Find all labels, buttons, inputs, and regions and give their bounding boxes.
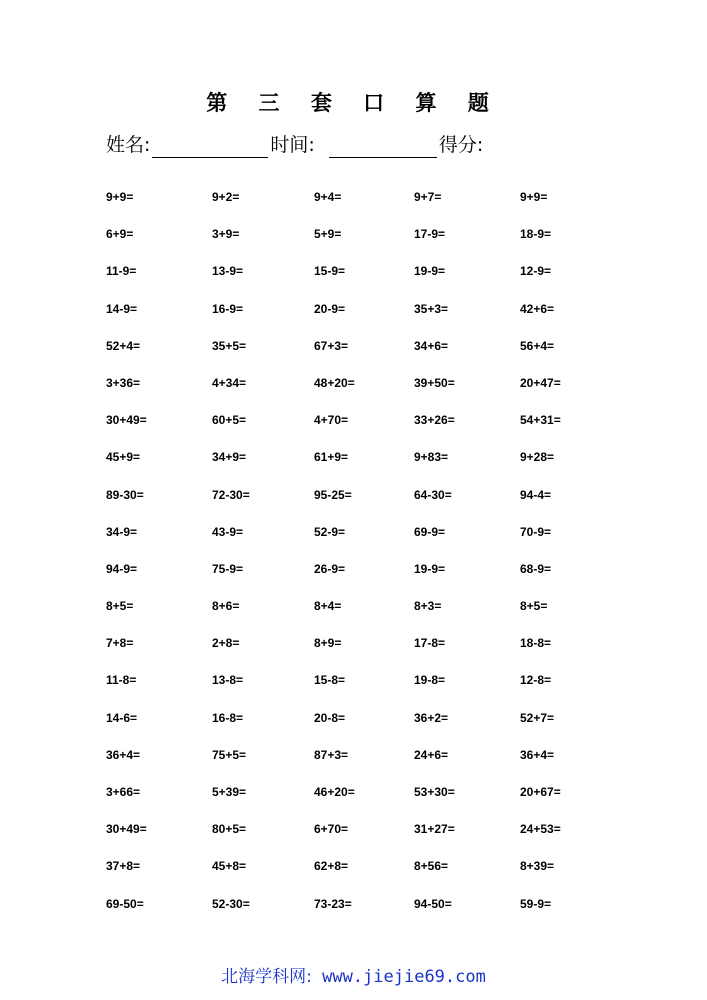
problem: 8+3= [414, 599, 442, 614]
problem: 3+9= [212, 227, 240, 242]
problem-row [0, 298, 707, 335]
problem: 33+26= [414, 413, 455, 428]
problem: 15-9= [314, 264, 346, 279]
problem: 24+53= [520, 822, 561, 837]
problem: 2+8= [212, 636, 240, 651]
problem: 4+70= [314, 413, 349, 428]
problem: 9+2= [212, 190, 240, 204]
footer-watermark [0, 964, 707, 990]
problem: 54+31= [520, 413, 561, 428]
problem: 9+4= [314, 190, 342, 204]
problem: 52-30= [212, 896, 250, 911]
problem-row [0, 595, 707, 632]
problem: 94-50= [414, 896, 452, 911]
problem: 8+6= [212, 599, 240, 614]
problem: 8+56= [414, 859, 449, 874]
problem: 20+67= [520, 785, 561, 799]
problem: 20-8= [314, 710, 346, 725]
problem: 35+5= [212, 338, 247, 353]
problem: 20-9= [314, 301, 346, 316]
problem: 52+7= [520, 710, 555, 725]
problem: 16-9= [212, 301, 244, 316]
problem-row [0, 632, 707, 669]
problem: 6+70= [314, 822, 349, 837]
problem: 45+9= [106, 450, 141, 465]
problem: 16-8= [212, 710, 244, 725]
problem: 9+28= [520, 450, 555, 465]
problem: 95-25= [314, 487, 352, 502]
problem: 3+36= [106, 375, 141, 390]
name-label: 姓名: [106, 134, 151, 156]
problem: 36+4= [106, 747, 141, 762]
problem-row [0, 893, 707, 930]
footer-url-link[interactable]: www.jiejie69.com [311, 967, 486, 987]
problem: 7+8= [106, 636, 134, 651]
problem: 89-30= [106, 487, 144, 502]
problem: 18-9= [520, 227, 552, 242]
problem: 8+39= [520, 859, 555, 874]
problem: 3+66= [106, 785, 141, 799]
problem: 94-9= [106, 561, 138, 576]
problem-row [0, 446, 707, 483]
problem: 26-9= [314, 561, 346, 576]
problem: 45+8= [212, 859, 247, 874]
problem: 9+7= [414, 190, 442, 204]
problem: 73-23= [314, 896, 352, 911]
problem: 52-9= [314, 524, 346, 539]
problem: 69-50= [106, 896, 144, 911]
problem: 34+9= [212, 450, 247, 465]
student-info-line [106, 128, 483, 158]
time-blank [329, 137, 437, 158]
problem: 13-9= [212, 264, 244, 279]
problem: 31+27= [414, 822, 455, 837]
problem: 30+49= [106, 413, 147, 428]
problem-row [0, 669, 707, 706]
problem: 46+20= [314, 785, 355, 799]
problem: 64-30= [414, 487, 452, 502]
problem: 11-9= [106, 264, 137, 279]
problem: 36+4= [520, 747, 555, 762]
problem: 9+83= [414, 450, 449, 465]
problem: 37+8= [106, 859, 141, 874]
problem: 59-9= [520, 896, 552, 911]
problem: 34-9= [106, 524, 138, 539]
problem: 8+4= [314, 599, 342, 614]
problem: 12-9= [520, 264, 552, 279]
problem: 34+6= [414, 338, 449, 353]
page-title: 第 三 套 口 算 题 [206, 91, 501, 115]
problem: 9+9= [520, 190, 548, 204]
problem: 48+20= [314, 375, 355, 390]
problem: 14-6= [106, 710, 138, 725]
problem: 53+30= [414, 785, 455, 799]
problem: 4+34= [212, 375, 247, 390]
problem: 15-8= [314, 673, 346, 688]
problem: 43-9= [212, 524, 244, 539]
problem: 17-8= [414, 636, 446, 651]
problem: 9+9= [106, 190, 134, 204]
problem: 56+4= [520, 338, 555, 353]
problem: 8+5= [520, 599, 548, 614]
score-label: 得分: [438, 134, 484, 156]
problem: 52+4= [106, 338, 141, 353]
problem-row [0, 818, 707, 855]
problem: 75-9= [212, 561, 244, 576]
problem: 39+50= [414, 375, 455, 390]
problem: 13-8= [212, 673, 244, 688]
problem: 5+39= [212, 785, 247, 799]
problem: 36+2= [414, 710, 449, 725]
problem: 8+5= [106, 599, 134, 614]
problem: 20+47= [520, 375, 561, 390]
problem-grid [0, 186, 707, 930]
problem: 17-9= [414, 227, 446, 242]
time-label: 时间: [270, 134, 315, 156]
problem: 24+6= [414, 747, 449, 762]
problem-row [0, 223, 707, 260]
problem: 19-9= [414, 561, 446, 576]
problem: 75+5= [212, 747, 247, 762]
problem: 19-8= [414, 673, 446, 688]
problem: 61+9= [314, 450, 349, 465]
problem-row [0, 335, 707, 372]
problem: 94-4= [520, 487, 552, 502]
footer-site-name: 北海学科网: [221, 967, 312, 987]
name-blank [152, 137, 268, 158]
problem: 30+49= [106, 822, 147, 837]
problem-row [0, 372, 707, 409]
problem: 19-9= [414, 264, 446, 279]
problem: 80+5= [212, 822, 247, 837]
problem: 35+3= [414, 301, 449, 316]
problem: 70-9= [520, 524, 552, 539]
problem: 87+3= [314, 747, 349, 762]
problem-row [0, 409, 707, 446]
problem-row [0, 707, 707, 744]
problem: 72-30= [212, 487, 250, 502]
problem-row [0, 781, 707, 818]
problem: 68-9= [520, 561, 552, 576]
problem: 12-8= [520, 673, 552, 688]
problem-row [0, 186, 707, 223]
problem: 62+8= [314, 859, 349, 874]
problem: 5+9= [314, 227, 342, 242]
problem-row [0, 484, 707, 521]
problem-row [0, 744, 707, 781]
problem: 69-9= [414, 524, 446, 539]
problem: 6+9= [106, 227, 134, 242]
problem-row [0, 260, 707, 297]
problem: 60+5= [212, 413, 247, 428]
problem-row [0, 855, 707, 892]
problem: 67+3= [314, 338, 349, 353]
problem: 8+9= [314, 636, 342, 651]
problem: 11-8= [106, 673, 137, 688]
problem-row [0, 521, 707, 558]
problem: 18-8= [520, 636, 552, 651]
problem: 14-9= [106, 301, 138, 316]
problem: 42+6= [520, 301, 555, 316]
problem-row [0, 558, 707, 595]
